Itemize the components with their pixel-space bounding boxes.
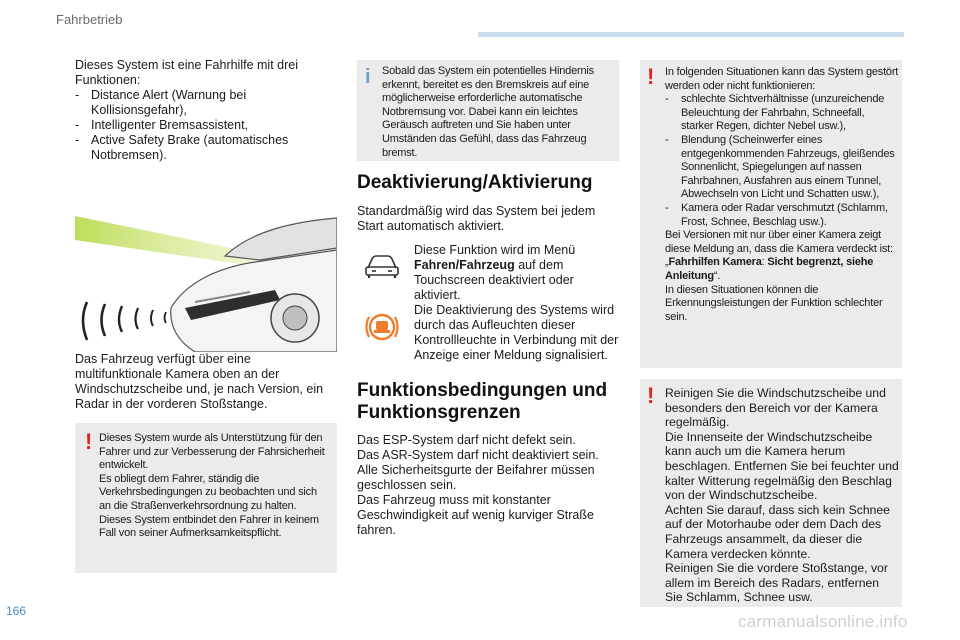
list-item: - Blendung (Scheinwerfer eines entgegenkommenden Fahrzeugs, gleißendes Sonnenlicht, Spiegelungen auf nassen Fahrbahnen, Ausfahren aus einem Tunnel, Abwechseln von Licht und Schatten usw.), xyxy=(665,134,899,202)
info-box xyxy=(357,60,619,161)
menu-text-suffix: auf dem Touchscreen deaktiviert oder aktiviert. xyxy=(414,258,574,302)
camera-message-colon: : xyxy=(761,256,768,269)
heading-conditions xyxy=(357,380,627,424)
cleaning-text: Reinigen Sie die Windschutzscheibe und besonders den Bereich vor der Kamera regelmäßig. Die Innenseite der Windschutzscheibe kann auch um die Kamera herum beschlagen. Entfernen Sie bei feuchter und kalter Witterung regelmäßig den Beschlag von der Windschutzscheibe. Achten Sie darauf, dass sich kein Schnee auf der Motorhaube oder dem Dach des Fahrzeugs ansammelt, da dieser die Kamera verdecken könnte. Reinigen Sie die vordere Stoßstange, vor allem im Bereich des Radars, entfernen Sie Schlamm, Schnee usw. xyxy=(665,386,899,605)
section-title: Fahrbetrieb xyxy=(56,12,123,27)
info-icon: i xyxy=(365,66,371,88)
header-bar xyxy=(478,32,904,37)
cleaning-box xyxy=(640,379,902,607)
limitations-end: In diesen Situationen können die Erkennungsleistungen der Funktion schlechter sein. xyxy=(665,283,883,323)
heading-deactivation: Deaktivierung/Aktivierung xyxy=(357,172,593,193)
function-list xyxy=(75,88,337,163)
car-menu-icon xyxy=(363,252,401,280)
menu-text-prefix: Diese Funktion wird im Menü xyxy=(414,243,576,257)
camera-message-close: “. xyxy=(713,269,721,282)
intro-block xyxy=(75,58,337,163)
limitations-box xyxy=(640,60,902,368)
camera-message-bold2: Sicht begrenzt, siehe Anleitung xyxy=(665,256,874,282)
conditions-text: Das ESP-System darf nicht defekt sein. Das ASR-System darf nicht deaktiviert sein. Alle Sicherheitsgurte der Beifahrer müssen geschlossen sein. Das Fahrzeug muss mit konstanter Geschwindigkeit auf wenig kurviger Straße fahren. xyxy=(357,433,599,537)
warning-text: Dieses System wurde als Unterstützung für den Fahrer und zur Verbesserung der Fahrsicherheit entwickelt. Es obliegt dem Fahrer, ständig die Verkehrsbedingungen zu beobachten und sich an die Straßenverkehrsordnung zu halten. Dieses System entbindet den Fahrer in keinem Fall von seiner Aufmerksamkeitspflicht. xyxy=(99,432,325,540)
warning-icon: ! xyxy=(647,64,655,89)
heading-conditions-line1: Funktionsbedingungen und xyxy=(357,380,608,401)
heading-conditions-line2: Funktionsgrenzen xyxy=(357,402,521,423)
list-item: - Intelligenter Bremsassistent, xyxy=(75,118,337,133)
warning-icon: ! xyxy=(647,383,655,408)
list-item: - Kamera oder Radar verschmutzt (Schlamm, Frost, Schnee, Beschlag usw.). xyxy=(665,202,899,229)
deactivation-intro: Standardmäßig wird das System bei jedem Start automatisch aktiviert. xyxy=(357,204,596,233)
limitations-text xyxy=(665,66,899,324)
page-number: 166 xyxy=(6,604,27,618)
list-item: - Active Safety Brake (automatisches Notbremsen). xyxy=(75,133,337,163)
intro-text: Dieses System ist eine Fahrhilfe mit drei Funktionen: xyxy=(75,58,298,87)
camera-message-pre: Bei Versionen mit nur über einer Kamera zeigt diese Meldung an, dass die Kamera verdeckt ist: „ xyxy=(665,229,893,269)
car-radar-illustration xyxy=(75,182,337,352)
watermark: carmanualsonline.info xyxy=(738,612,908,631)
lamp-text: Die Deaktivierung des Systems wird durch das Aufleuchten dieser Kontrollleuchte in Verbindung mit der Anzeige einer Meldung signalisiert. xyxy=(414,303,619,362)
warning-lamp-icon xyxy=(362,309,402,345)
limitations-intro: In folgenden Situationen kann das System gestört werden oder nicht funktionieren: xyxy=(665,66,899,92)
warning-box xyxy=(75,423,337,573)
list-item: - schlechte Sichtverhältnisse (unzureichende Beleuchtung der Fahrbahn, Schneefall, starker Regen, dichter Nebel usw.), xyxy=(665,93,899,134)
camera-message-bold: Fahrhilfen Kamera xyxy=(668,256,762,269)
menu-text xyxy=(414,243,619,303)
list-item: - Distance Alert (Warnung bei Kollisionsgefahr), xyxy=(75,88,337,118)
info-text: Sobald das System ein potentielles Hindernis erkennt, bereitet es den Bremskreis auf eine möglicherweise erforderliche automatische Notbremsung vor. Dabei kann ein leichtes Geräusch auftreten und Sie haben unter Umständen das Gefühl, dass das Fahrzeug bremst. xyxy=(382,65,594,159)
warning-icon: ! xyxy=(85,429,93,454)
car-description: Das Fahrzeug verfügt über eine multifunktionale Kamera oben an der Windschutzscheibe und, je nach Version, ein Radar in der vorderen Stoßstange. xyxy=(75,352,324,411)
limitations-list xyxy=(665,93,899,229)
camera-message xyxy=(665,229,899,283)
menu-path: Fahren/Fahrzeug xyxy=(414,258,515,272)
